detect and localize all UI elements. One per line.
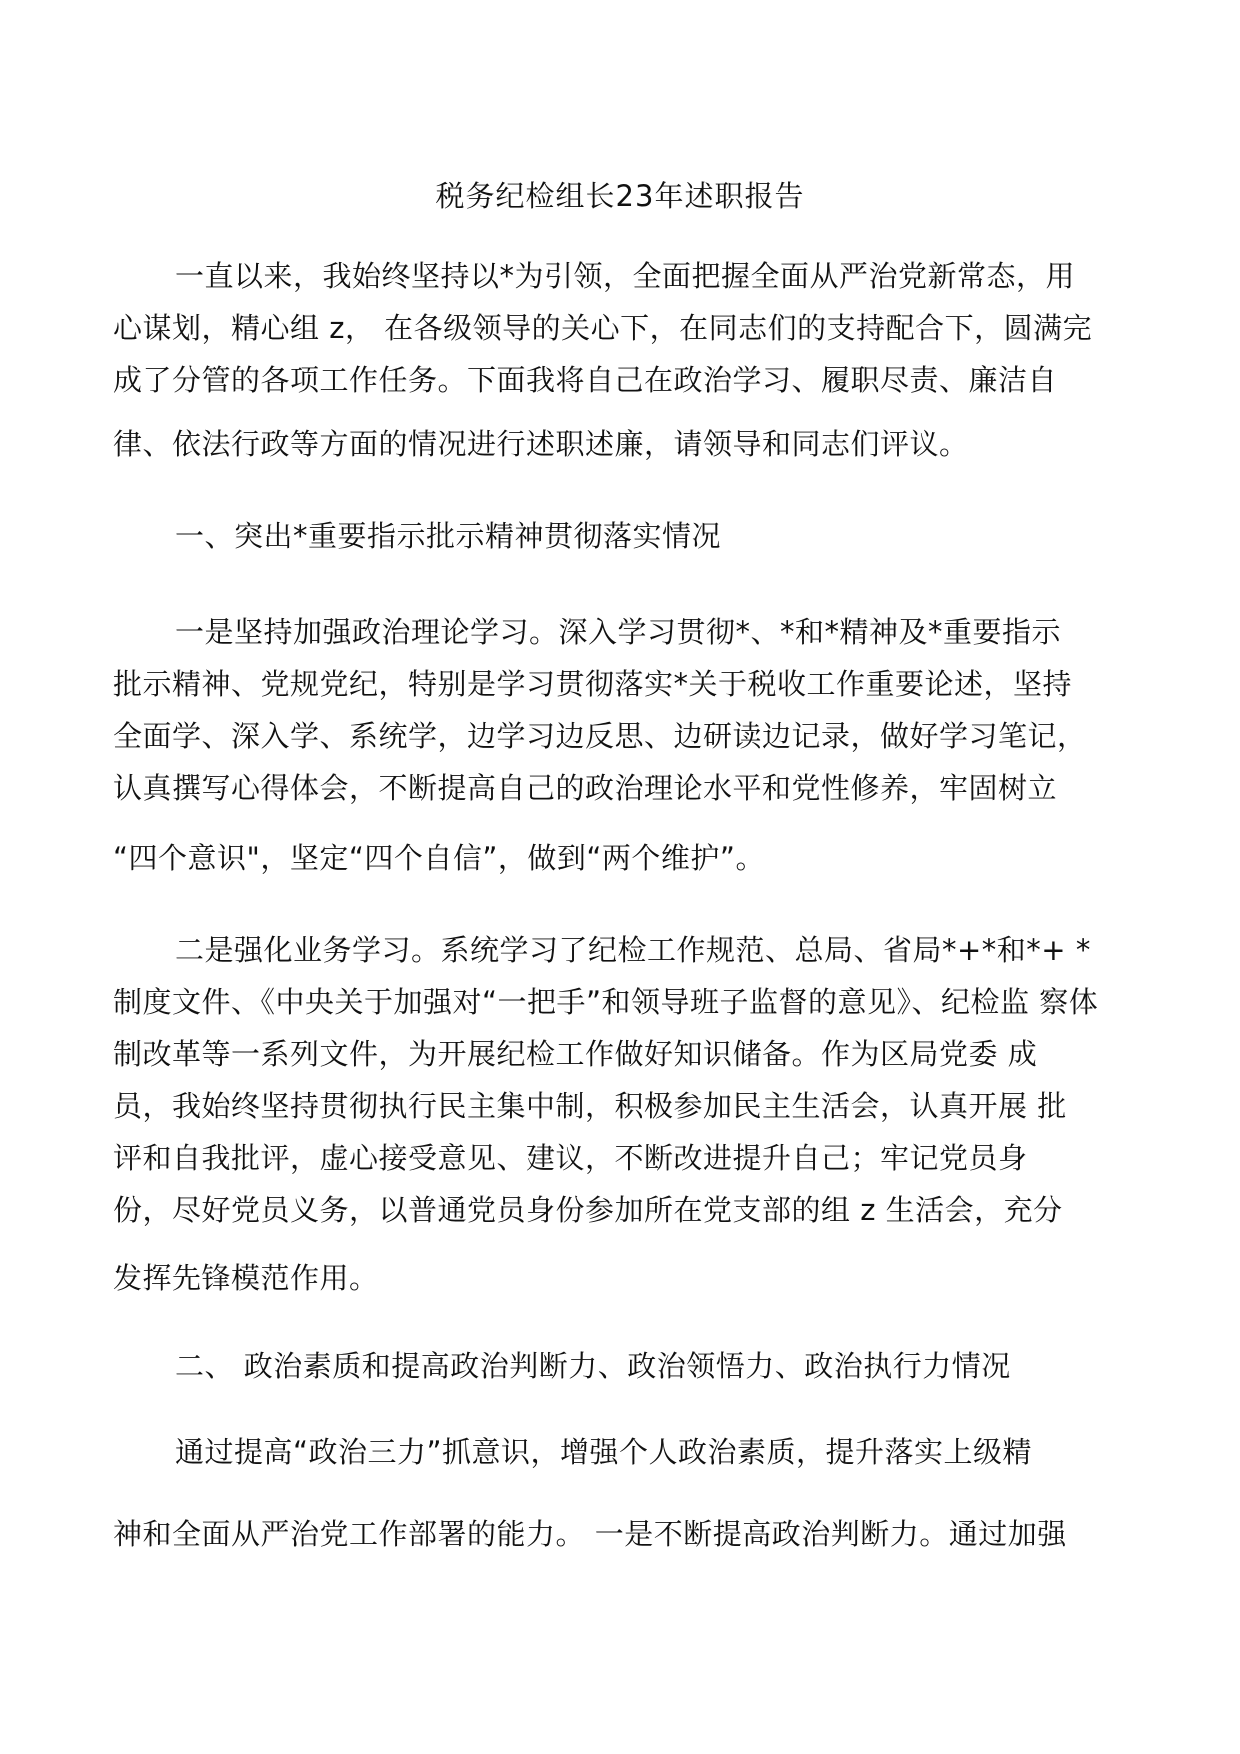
paragraph-line: 通过提高“政治三力”抓意识，增强个人政治素质，提升落实上级精 <box>175 1435 1033 1469</box>
paragraph-line: 制改革等一系列文件，为开展纪检工作做好知识储备。作为区局党委 成 <box>113 1037 1038 1071</box>
paragraph-line: 全面学、深入学、系统学，边学习边反思、边研读边记录，做好学习笔记， <box>113 719 1087 753</box>
section-heading: 二、 政治素质和提高政治判断力、政治领悟力、政治执行力情况 <box>175 1349 1011 1383</box>
paragraph-line: 成了分管的各项工作任务。下面我将自己在政治学习、履职尽责、廉洁自 <box>113 363 1058 397</box>
paragraph-line: 制度文件、《中央关于加强对“一把手”和领导班子监督的意见》、纪检监 察体 <box>113 985 1099 1019</box>
paragraph-line: 份，尽好党员义务，以普通党员身份参加所在党支部的组 z 生活会，充分 <box>113 1193 1063 1227</box>
paragraph-line: 认真撰写心得体会，不断提高自己的政治理论水平和党性修养，牢固树立 <box>113 771 1058 805</box>
paragraph-line: 发挥先锋模范作用。 <box>113 1261 379 1295</box>
paragraph-line: 心谋划，精心组 z， 在各级领导的关心下，在同志们的支持配合下，圆满完 <box>113 311 1093 345</box>
section-heading: 一、突出*重要指示批示精神贯彻落实情况 <box>175 519 722 553</box>
paragraph-line: 评和自我批评，虚心接受意见、建议，不断改进提升自己；牢记党员身 <box>113 1141 1028 1175</box>
document-title: 税务纪检组长23年述职报告 <box>435 179 805 213</box>
paragraph-line: 批示精神、党规党纪，特别是学习贯彻落实*关于税收工作重要论述，坚持 <box>113 667 1073 701</box>
paragraph-line: 二是强化业务学习。系统学习了纪检工作规范、总局、省局*+*和*+ * <box>175 933 1091 967</box>
paragraph-line: 一直以来，我始终坚持以*为引领，全面把握全面从严治党新常态，用 <box>175 259 1076 293</box>
paragraph-line: 一是坚持加强政治理论学习。深入学习贯彻*、*和*精神及*重要指示 <box>175 615 1062 649</box>
paragraph-line: 律、依法行政等方面的情况进行述职述廉，请领导和同志们评议。 <box>113 427 969 461</box>
paragraph-line: “四个意识"，坚定“四个自信”，做到“两个维护”。 <box>113 841 765 875</box>
paragraph-line: 神和全面从严治党工作部署的能力。 一是不断提高政治判断力。通过加强 <box>113 1517 1067 1551</box>
paragraph-line: 员，我始终坚持贯彻执行民主集中制，积极参加民主生活会，认真开展 批 <box>113 1089 1067 1123</box>
